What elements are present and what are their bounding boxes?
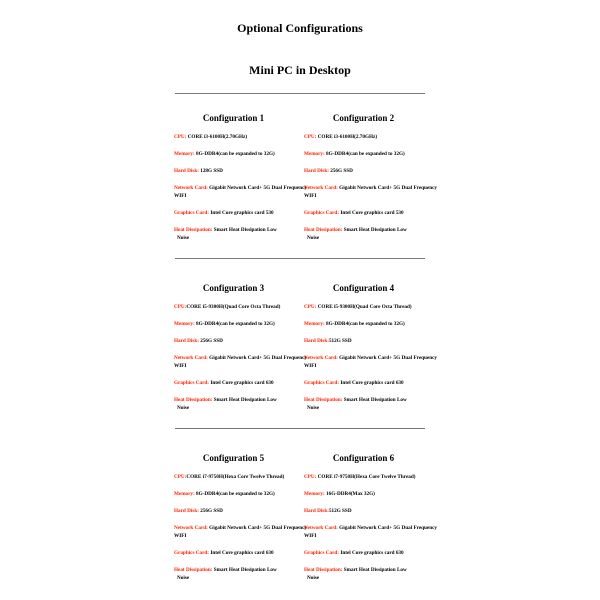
config-heading: Configuration 1 (202, 113, 265, 123)
page-subtitle: Mini PC in Desktop (249, 63, 351, 77)
spec-value: CORE i7-9750H(Hexa Core Twelve Thread) (186, 474, 285, 480)
spec-label: Heat Dissipation: (304, 227, 343, 234)
spec-graphics (304, 380, 439, 388)
spec-value: Noise (177, 574, 190, 581)
divider (175, 258, 425, 259)
spec-value: Smart Heat Dissipation Low (342, 567, 407, 574)
spec-value: 512G SSD (328, 508, 352, 515)
spec-memory (304, 151, 439, 159)
spec-value: Intel Core graphics card 630 (339, 549, 404, 556)
spec-label: Hard Disk: (304, 338, 329, 345)
spec-label: Heat Dissipation: (174, 397, 213, 404)
spec-network (304, 185, 439, 200)
spec-cpu (174, 304, 309, 312)
spec-label: CPU: (304, 134, 317, 140)
spec-label: CPU: (304, 304, 317, 310)
spec-heat (304, 227, 439, 242)
divider (175, 428, 425, 429)
spec-label: Memory: (174, 151, 195, 158)
config-heading: Configuration 3 (202, 283, 265, 293)
spec-value: 16G-DDR4(Max 32G) (324, 491, 375, 498)
spec-value: Gigabit Network Card+ 5G Dual Frequency WIFI (174, 355, 307, 369)
spec-label: Heat Dissipation: (304, 397, 343, 404)
spec-disk (174, 168, 309, 176)
spec-network (174, 525, 309, 540)
spec-value: 8G-DDR4(can be expanded to 32G) (194, 321, 275, 328)
spec-value: 128G SSD (198, 168, 223, 175)
spec-value: Smart Heat Dissipation Low (342, 227, 407, 234)
config-card-1 (174, 113, 309, 252)
spec-network (304, 355, 439, 370)
spec-label: Hard Disk: (174, 338, 199, 345)
spec-cpu (174, 474, 309, 482)
divider (175, 93, 425, 94)
spec-label: Graphics Card: (174, 209, 210, 216)
spec-memory (174, 491, 309, 499)
spec-label: Network Card: (174, 185, 208, 192)
spec-heat (304, 567, 439, 582)
spec-label: Graphics Card: (174, 379, 210, 386)
spec-value: 512G SSD (328, 338, 352, 345)
config-card-5 (174, 453, 309, 592)
spec-value: 8G-DDR4(can be expanded to 32G) (194, 491, 275, 498)
config-card-2 (304, 113, 439, 252)
spec-cpu (304, 474, 439, 482)
spec-value: Smart Heat Dissipation Low (212, 567, 277, 574)
spec-value: CORE i3-6100H(2.70GHz) (186, 134, 248, 140)
spec-value: Intel Core graphics card 630 (339, 379, 404, 386)
spec-heat (174, 397, 309, 412)
spec-label: CPU: (174, 474, 187, 480)
spec-graphics (174, 550, 309, 558)
page-title: Optional Configurations (237, 21, 363, 35)
spec-value: 8G-DDR4(can be expanded to 32G) (194, 151, 275, 158)
spec-label: Graphics Card: (304, 209, 340, 216)
spec-value: CORE i5-9300H(Quad Core Octa Thread) (316, 304, 412, 310)
spec-cpu (174, 134, 309, 142)
spec-label: Graphics Card: (304, 549, 340, 556)
spec-value: Noise (307, 404, 320, 411)
spec-heat (304, 397, 439, 412)
spec-graphics (304, 550, 439, 558)
spec-label: Network Card: (174, 525, 208, 532)
spec-label: Memory: (304, 151, 325, 158)
spec-value: Smart Heat Dissipation Low (212, 227, 277, 234)
spec-disk (174, 338, 309, 346)
spec-label: Network Card: (304, 185, 338, 192)
spec-value: CORE i7-9750H(Hexa Core Twelve Thread) (316, 474, 416, 480)
spec-label: Network Card: (304, 355, 338, 362)
spec-label: Graphics Card: (174, 549, 210, 556)
spec-value: Gigabit Network Card+ 5G Dual Frequency WIFI (174, 185, 307, 199)
spec-value: CORE i5-9300H(Quad Core Octa Thread) (186, 304, 281, 310)
spec-label: Memory: (304, 491, 325, 498)
spec-label: Hard Disk: (304, 168, 329, 175)
spec-disk (304, 508, 439, 516)
spec-label: Heat Dissipation: (174, 227, 213, 234)
spec-value: Smart Heat Dissipation Low (212, 397, 277, 404)
spec-label: Hard Disk: (304, 508, 329, 515)
spec-value: 256G SSD (328, 168, 353, 175)
spec-value: Intel Core graphics card 530 (209, 209, 274, 216)
spec-disk (174, 508, 309, 516)
spec-value: Gigabit Network Card+ 5G Dual Frequency WIFI (304, 355, 437, 369)
spec-label: Network Card: (174, 355, 208, 362)
spec-value: Intel Core graphics card 530 (339, 209, 404, 216)
spec-cpu (304, 304, 439, 312)
spec-label: Hard Disk: (174, 168, 199, 175)
config-heading: Configuration 6 (332, 453, 395, 463)
spec-graphics (174, 380, 309, 388)
spec-memory (304, 491, 439, 499)
spec-value: Gigabit Network Card+ 5G Dual Frequency WIFI (304, 185, 437, 199)
spec-value: Intel Core graphics card 630 (209, 549, 274, 556)
spec-network (304, 525, 439, 540)
spec-label: CPU: (174, 304, 187, 310)
spec-value: 256G SSD (198, 508, 223, 515)
config-heading: Configuration 2 (332, 113, 395, 123)
spec-label: Network Card: (304, 525, 338, 532)
config-card-3 (174, 283, 309, 422)
spec-label: Memory: (304, 321, 325, 328)
spec-label: Hard Disk: (174, 508, 199, 515)
spec-memory (174, 151, 309, 159)
spec-value: Noise (177, 404, 190, 411)
spec-disk (304, 338, 439, 346)
config-heading: Configuration 4 (332, 283, 395, 293)
spec-value: Noise (177, 234, 190, 241)
spec-value: CORE i3-6100H(2.70GHz) (316, 134, 378, 140)
config-heading: Configuration 5 (202, 453, 265, 463)
config-card-6 (304, 453, 439, 592)
spec-heat (174, 567, 309, 582)
spec-value: 256G SSD (198, 338, 223, 345)
spec-label: Memory: (174, 321, 195, 328)
spec-value: Gigabit Network Card+ 5G Dual Frequency WIFI (174, 525, 307, 539)
spec-disk (304, 168, 439, 176)
spec-cpu (304, 134, 439, 142)
spec-graphics (304, 210, 439, 218)
spec-network (174, 185, 309, 200)
spec-label: CPU: (304, 474, 317, 480)
spec-memory (304, 321, 439, 329)
config-card-4 (304, 283, 439, 422)
spec-value: 8G-DDR4(can be expanded to 32G) (324, 321, 405, 328)
spec-network (174, 355, 309, 370)
spec-label: Heat Dissipation: (174, 567, 213, 574)
spec-label: CPU: (174, 134, 187, 140)
spec-graphics (174, 210, 309, 218)
spec-memory (174, 321, 309, 329)
spec-label: Heat Dissipation: (304, 567, 343, 574)
spec-label: Graphics Card: (304, 379, 340, 386)
spec-value: Smart Heat Dissipation Low (342, 397, 407, 404)
spec-label: Memory: (174, 491, 195, 498)
spec-value: Noise (307, 574, 320, 581)
spec-value: Gigabit Network Card+ 5G Dual Frequency WIFI (304, 525, 437, 539)
spec-heat (174, 227, 309, 242)
spec-value: Intel Core graphics card 630 (209, 379, 274, 386)
spec-value: Noise (307, 234, 320, 241)
spec-value: 8G-DDR4(can be expanded to 32G) (324, 151, 405, 158)
